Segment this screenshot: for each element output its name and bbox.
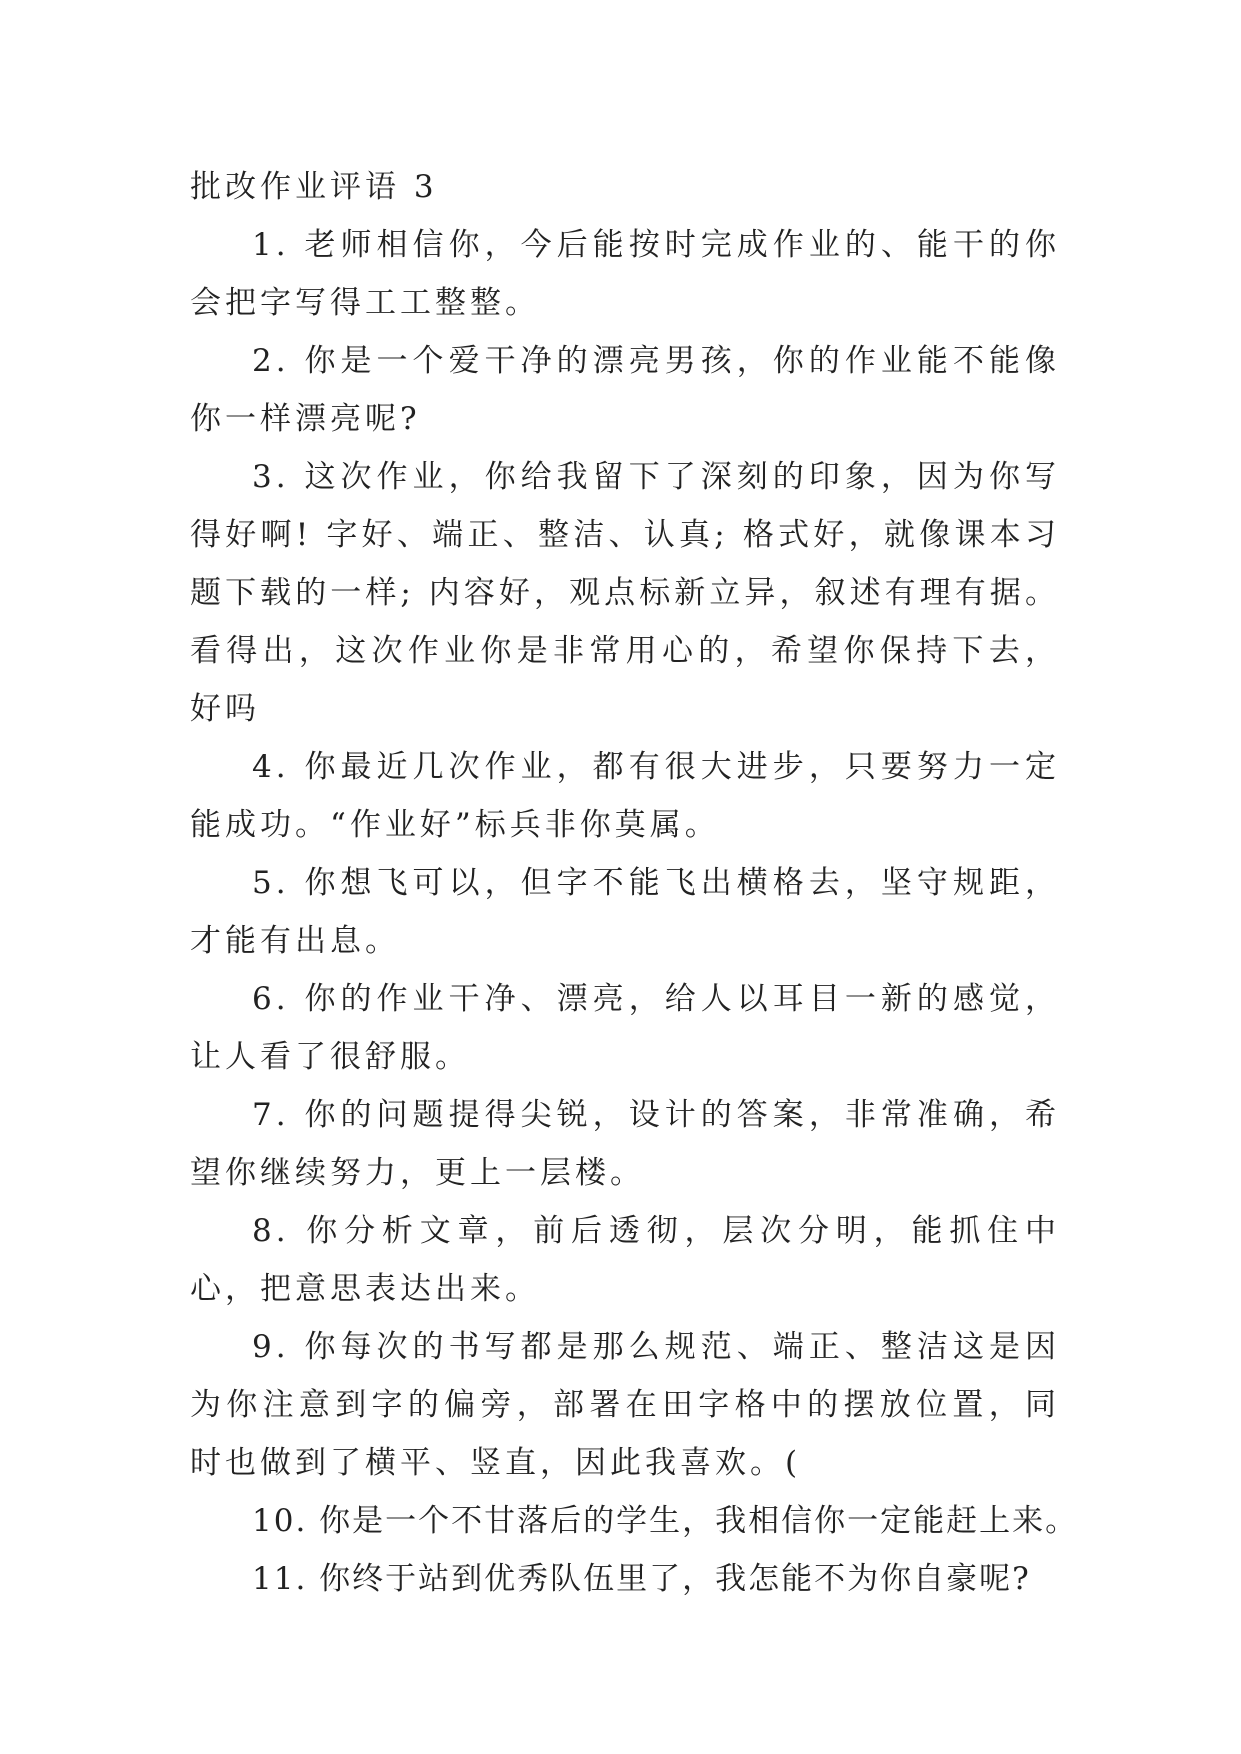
comment-paragraph-7: 7. 你的问题提得尖锐，设计的答案，非常准确，希望你继续努力，更上一层楼。 (190, 1097, 1060, 1191)
comment-paragraph-5: 5. 你想飞可以，但字不能飞出横格去，坚守规距，才能有出息。 (190, 865, 1060, 959)
comment-paragraph-1: 1. 老师相信你，今后能按时完成作业的、能干的你会把字写得工工整整。 (190, 227, 1060, 321)
comment-paragraph-4: 4. 你最近几次作业，都有很大进步，只要努力一定能成功。“作业好”标兵非你莫属。 (190, 749, 1060, 843)
comment-paragraph-3: 3. 这次作业，你给我留下了深刻的印象，因为你写得好啊! 字好、端正、整洁、认真; 格式好，就像课本习题下载的一样; 内容好，观点标新立异，叙述有理有据。看得出，这次作业你是非常用心的，希望你保持下去，好吗 (190, 459, 1060, 727)
comment-paragraph-8: 8. 你分析文章，前后透彻，层次分明，能抓住中心，把意思表达出来。 (190, 1213, 1060, 1307)
comment-paragraph-2: 2. 你是一个爱干净的漂亮男孩，你的作业能不能像你一样漂亮呢? (190, 343, 1060, 437)
comment-paragraph-6: 6. 你的作业干净、漂亮，给人以耳目一新的感觉，让人看了很舒服。 (190, 981, 1060, 1075)
comment-paragraph-10: 10. 你是一个不甘落后的学生，我相信你一定能赶上来。 (252, 1503, 1079, 1539)
comment-paragraph-9: 9. 你每次的书写都是那么规范、端正、整洁这是因为你注意到字的偏旁，部署在田字格中的摆放位置，同时也做到了横平、竖直，因此我喜欢。( (190, 1329, 1060, 1481)
document-page (190, 158, 1079, 1608)
document-title: 批改作业评语 3 (190, 169, 438, 205)
comment-paragraph-11: 11. 你终于站到优秀队伍里了，我怎能不为你自豪呢? (252, 1561, 1031, 1597)
